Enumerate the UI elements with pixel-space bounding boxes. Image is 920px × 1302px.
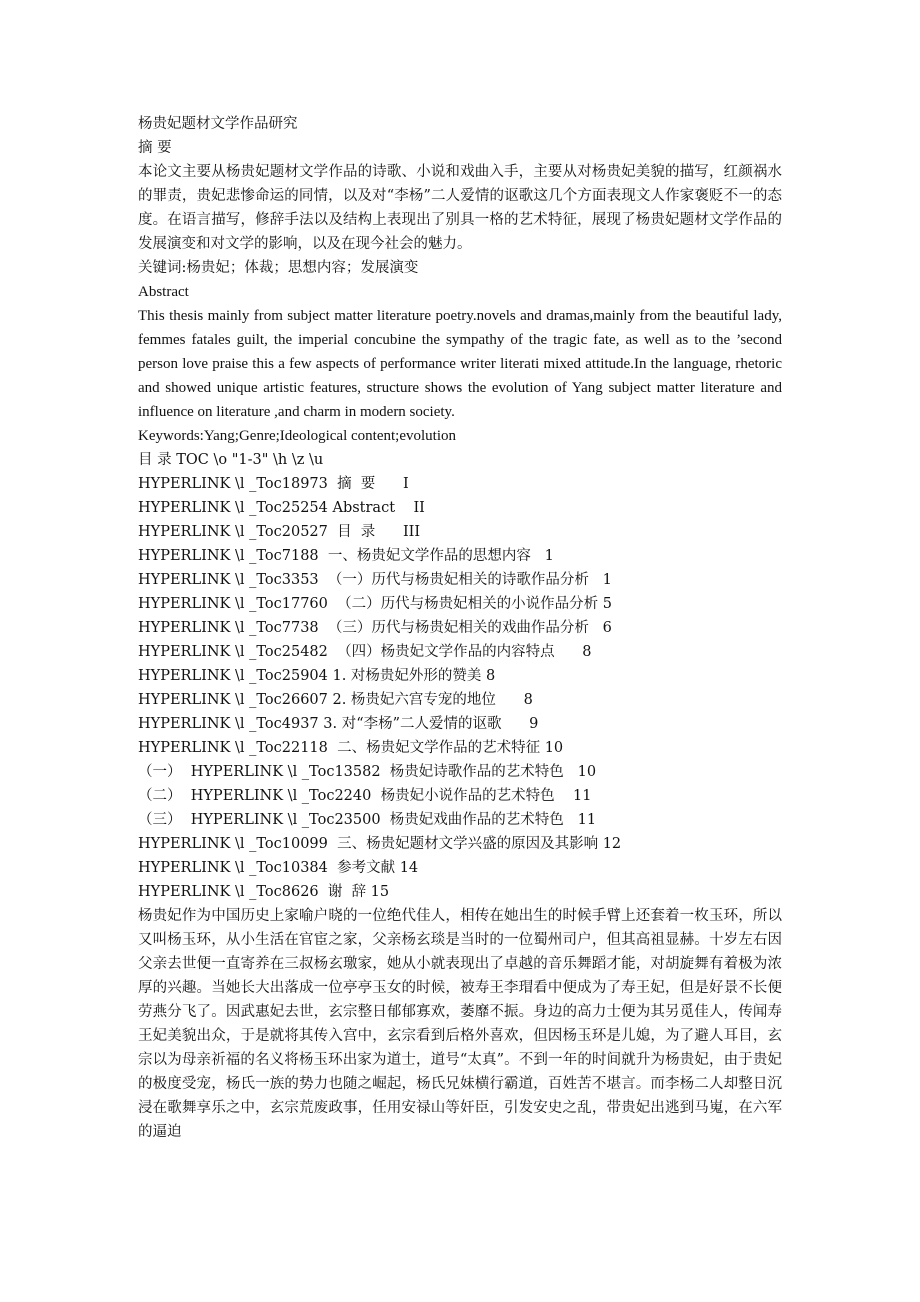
body-paragraph: 杨贵妃作为中国历史上家喻户晓的一位绝代佳人，相传在她出生的时候手臂上还套着一枚玉环，所以又叫杨玉环，从小生活在官宦之家，父亲杨玄琰是当时的一位蜀州司户，但其高祖显赫。十岁左右因父亲去世便一直寄养在三叔杨玄璬家，她从小就表现出了卓越的音乐舞蹈才能，对胡旋舞有着极为浓厚的兴趣。当她长大出落成一位亭亭玉女的时候，被寿王李瑁看中便成为了寿王妃，但是好景不长便劳燕分飞了。因武惠妃去世，玄宗整日郁郁寡欢，萎靡不振。身边的高力士便为其另觅佳人，传闻寿王妃美貌出众，于是就将其传入宫中，玄宗看到后格外喜欢，但因杨玉环是儿媳，为了避人耳目，玄宗以为母亲祈福的名义将杨玉环出家为道士，道号“太真”。不到一年的时间就升为杨贵妃，由于贵妃的极度受宠，杨氏一族的势力也随之崛起，杨氏兄妹横行霸道，百姓苦不堪言。而李杨二人却整日沉浸在歌舞享乐之中，玄宗荒废政事，任用安禄山等奸臣，引发安史之乱，带贵妃出逃到马嵬，在六军的逼迫 — [138, 908, 782, 1140]
keywords-chinese: 关键词:杨贵妃；体裁；思想内容；发展演变 — [138, 260, 419, 276]
keywords-english: Keywords:Yang;Genre;Ideological content;evolution — [138, 428, 456, 444]
toc-entry[interactable]: （一） HYPERLINK \l _Toc13582 杨贵妃诗歌作品的艺术特色 10 — [138, 764, 597, 780]
toc-entry[interactable]: HYPERLINK \l _Toc3353 （一）历代与杨贵妃相关的诗歌作品分析 1 — [138, 572, 612, 588]
toc-entry[interactable]: HYPERLINK \l _Toc22118 二、杨贵妃文学作品的艺术特征 10 — [138, 740, 564, 756]
abstract-english-heading: Abstract — [138, 284, 189, 300]
toc-entry[interactable]: HYPERLINK \l _Toc10099 三、杨贵妃题材文学兴盛的原因及其影响 12 — [138, 836, 622, 852]
abstract-heading: 摘 要 — [138, 140, 172, 156]
toc-entry[interactable]: HYPERLINK \l _Toc25904 1. 对杨贵妃外形的赞美 8 — [138, 668, 496, 684]
toc-entry[interactable]: HYPERLINK \l _Toc8626 谢 辞 15 — [138, 884, 390, 900]
table-of-contents — [138, 472, 782, 904]
toc-entry[interactable]: HYPERLINK \l _Toc4937 3. 对“李杨”二人爱情的讴歌 9 — [138, 716, 539, 732]
toc-entry[interactable]: HYPERLINK \l _Toc17760 （二）历代与杨贵妃相关的小说作品分析 5 — [138, 596, 612, 612]
toc-entry[interactable]: HYPERLINK \l _Toc25482 （四）杨贵妃文学作品的内容特点 8 — [138, 644, 592, 660]
document-title: 杨贵妃题材文学作品研究 — [138, 116, 298, 132]
toc-entry[interactable]: HYPERLINK \l _Toc10384 参考文献 14 — [138, 860, 419, 876]
toc-entry[interactable]: HYPERLINK \l _Toc26607 2. 杨贵妃六宫专宠的地位 8 — [138, 692, 533, 708]
document-page — [138, 112, 782, 1144]
toc-entry[interactable]: HYPERLINK \l _Toc18973 摘 要 I — [138, 476, 409, 492]
toc-entry[interactable]: HYPERLINK \l _Toc7188 一、杨贵妃文学作品的思想内容 1 — [138, 548, 554, 564]
abstract-chinese: 本论文主要从杨贵妃题材文学作品的诗歌、小说和戏曲入手，主要从对杨贵妃美貌的描写，红颜祸水的罪责，贵妃悲惨命运的同情，以及对“李杨”二人爱情的讴歌这几个方面表现文人作家褒贬不一的态度。在语言描写，修辞手法以及结构上表现出了别具一格的艺术特征，展现了杨贵妃题材文学作品的发展演变和对文学的影响，以及在现今社会的魅力。 — [138, 164, 782, 252]
abstract-english: This thesis mainly from subject matter literature poetry.novels and dramas,mainly from the beautiful lady, femmes fatales guilt, the imperial concubine the sympathy of the tragic fate, as well as to the ’second person love praise this a few aspects of performance writer literati mixed attitude.In the language, rhetoric and showed unique artistic features, structure shows the evolution of Yang subject matter literature and influence on literature ,and charm in modern society. — [138, 308, 782, 420]
toc-entry[interactable]: HYPERLINK \l _Toc20527 目 录 III — [138, 524, 421, 540]
toc-entry[interactable]: HYPERLINK \l _Toc25254 Abstract II — [138, 500, 425, 516]
toc-entry[interactable]: HYPERLINK \l _Toc7738 （三）历代与杨贵妃相关的戏曲作品分析 6 — [138, 620, 612, 636]
toc-entry[interactable]: （二） HYPERLINK \l _Toc2240 杨贵妃小说作品的艺术特色 11 — [138, 788, 592, 804]
toc-heading: 目 录 TOC \o "1-3" \h \z \u — [138, 452, 324, 468]
toc-entry[interactable]: （三） HYPERLINK \l _Toc23500 杨贵妃戏曲作品的艺术特色 11 — [138, 812, 597, 828]
